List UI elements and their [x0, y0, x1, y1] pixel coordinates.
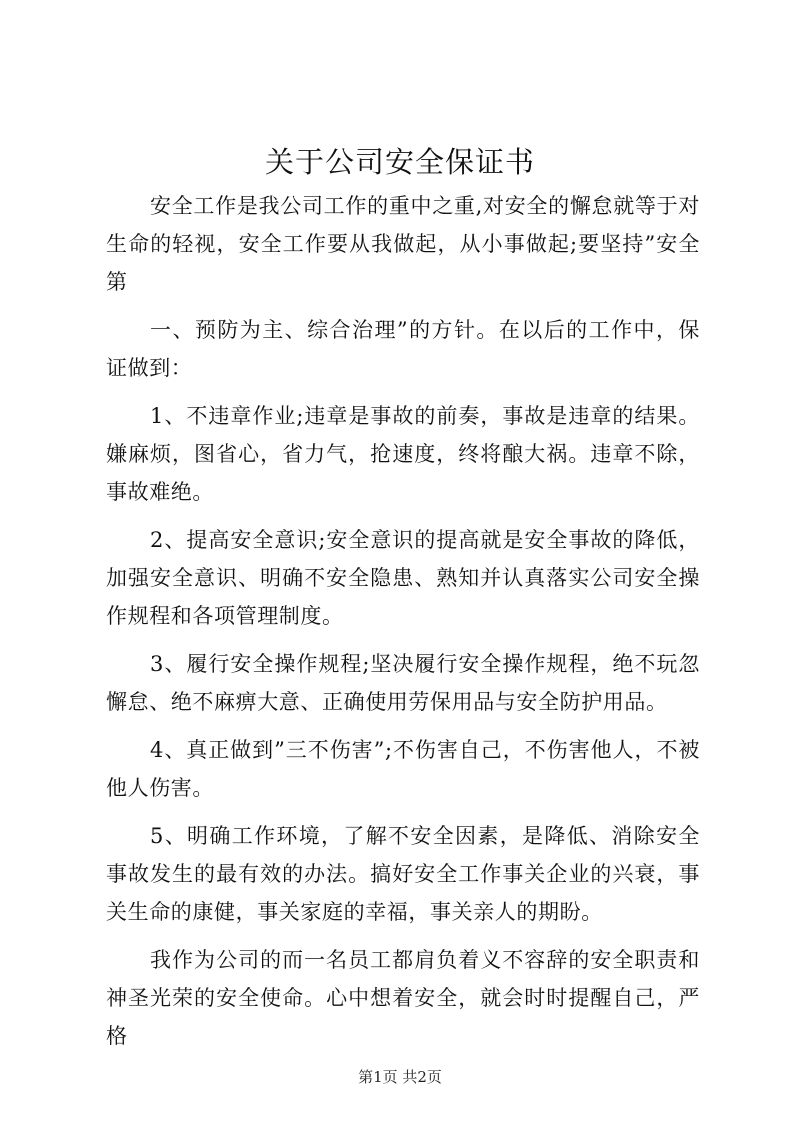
paragraph-item-5: 5、明确工作环境，了解不安全因素，是降低、消除安全事故发生的最有效的办法。搞好安全工作事关企业的兴衰，事关生命的康健，事关家庭的幸福，事关亲人的期盼。 — [106, 824, 700, 924]
paragraph-item-1: 1、不违章作业;违章是事故的前奏，事故是违章的结果。嫌麻烦，图省心，省力气，抢速度，终将酿大祸。违章不除，事故难绝。 — [106, 404, 700, 504]
page-number-footer: 第1页 共2页 — [358, 1068, 442, 1086]
document-title: 关于公司安全保证书 — [264, 145, 535, 179]
paragraph-intro: 安全工作是我公司工作的重中之重,对安全的懈怠就等于对生命的轻视，安全工作要从我做起，从小事做起;要坚持”安全第 — [106, 194, 700, 294]
paragraph-closing: 我作为公司的而一名员工都肩负着义不容辞的安全职责和神圣光荣的安全使命。心中想着安全，就会时时提醒自己，严格 — [106, 948, 700, 1048]
document-body — [106, 187, 700, 1065]
paragraph-item-3: 3、履行安全操作规程;坚决履行安全操作规程，绝不玩忽懈怠、绝不麻痹大意、正确使用劳保用品与安全防护用品。 — [106, 652, 700, 714]
paragraph-item-2: 2、提高安全意识;安全意识的提高就是安全事故的降低，加强安全意识、明确不安全隐患、熟知并认真落实公司安全操作规程和各项管理制度。 — [106, 528, 700, 628]
paragraph-policy: 一、预防为主、综合治理”的方针。在以后的工作中，保证做到： — [106, 318, 700, 380]
paragraph-item-4: 4、真正做到”三不伤害”;不伤害自己，不伤害他人，不被他人伤害。 — [106, 738, 700, 800]
